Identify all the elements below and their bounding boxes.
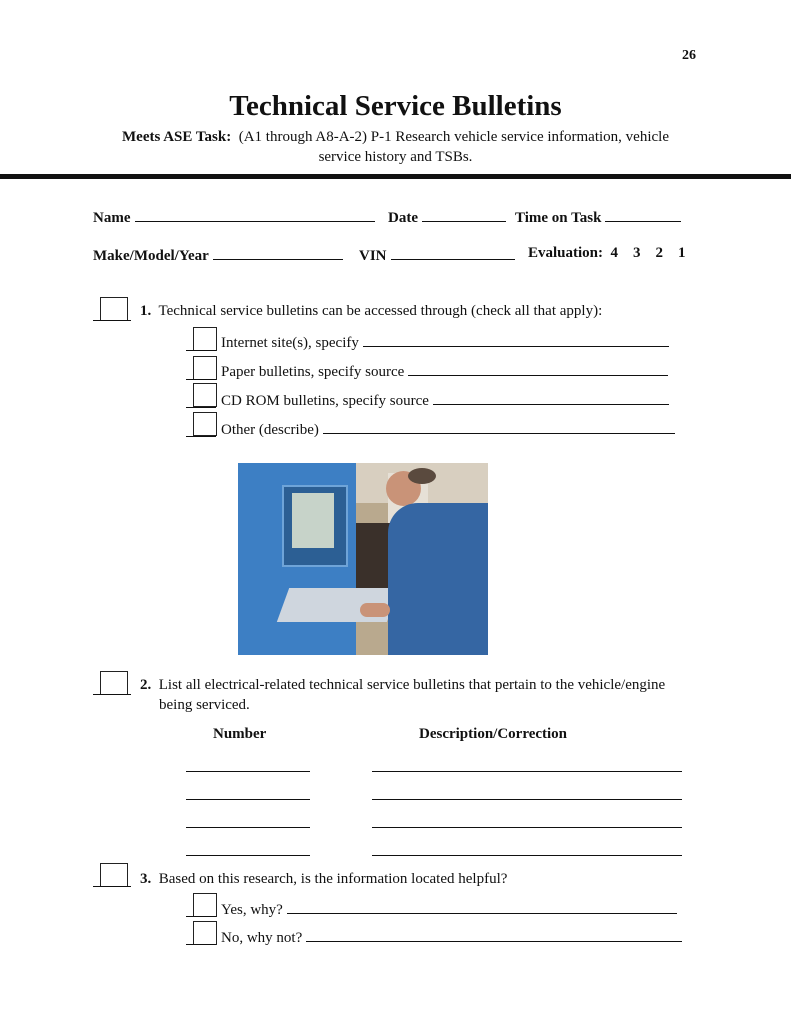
subtitle-line2: service history and TSBs. bbox=[318, 149, 473, 165]
technician-computer-photo bbox=[238, 463, 488, 655]
divider bbox=[0, 174, 791, 179]
tsb-number-line[interactable] bbox=[186, 827, 310, 828]
page-number: 26 bbox=[682, 48, 696, 63]
q3-number: 3. bbox=[140, 871, 152, 887]
checkbox-underline bbox=[186, 407, 216, 408]
checkbox-underline bbox=[93, 694, 131, 695]
option-label: No, why not? bbox=[221, 930, 303, 946]
q3-checkbox[interactable] bbox=[100, 863, 128, 887]
technician bbox=[388, 503, 488, 655]
q2-question bbox=[140, 677, 665, 694]
make-model-year-label: Make/Model/Year bbox=[93, 248, 209, 264]
vin-label: VIN bbox=[359, 248, 387, 264]
option-label: Paper bulletins, specify source bbox=[221, 364, 405, 380]
q2-number: 2. bbox=[140, 677, 152, 693]
q1-checkbox[interactable] bbox=[100, 297, 128, 321]
q3-option-yes[interactable] bbox=[221, 899, 677, 919]
tsb-number-line[interactable] bbox=[186, 771, 310, 772]
q1-option-other[interactable] bbox=[221, 419, 675, 439]
tsb-description-line[interactable] bbox=[372, 799, 682, 800]
ase-task-label: Meets ASE Task: bbox=[122, 129, 232, 145]
subtitle-line1 bbox=[0, 129, 791, 146]
q2-text-line2: being serviced. bbox=[159, 697, 250, 713]
checkbox-underline bbox=[186, 944, 216, 945]
time-on-task-label: Time on Task bbox=[515, 210, 602, 226]
q3-question bbox=[140, 871, 507, 888]
checkbox-underline bbox=[186, 916, 216, 917]
name-label: Name bbox=[93, 210, 131, 226]
option-label: Other (describe) bbox=[221, 422, 319, 438]
date-field[interactable] bbox=[388, 207, 506, 227]
option-label: Internet site(s), specify bbox=[221, 335, 359, 351]
option-label: Yes, why? bbox=[221, 902, 283, 918]
tsb-description-line[interactable] bbox=[372, 855, 682, 856]
time-on-task-field[interactable] bbox=[515, 207, 681, 227]
checkbox-underline bbox=[186, 379, 216, 380]
q3-no-checkbox[interactable] bbox=[193, 921, 217, 945]
q2-checkbox[interactable] bbox=[100, 671, 128, 695]
q1-option-paper-checkbox[interactable] bbox=[193, 356, 217, 380]
vin-field[interactable] bbox=[359, 245, 515, 265]
description-column-header: Description/Correction bbox=[419, 726, 568, 742]
q1-option-paper[interactable] bbox=[221, 361, 668, 381]
tsb-number-line[interactable] bbox=[186, 799, 310, 800]
q1-question bbox=[140, 303, 602, 320]
checkbox-underline bbox=[93, 886, 131, 887]
evaluation bbox=[528, 245, 686, 262]
tsb-number-line[interactable] bbox=[186, 855, 310, 856]
tsb-description-line[interactable] bbox=[372, 827, 682, 828]
checkbox-underline bbox=[186, 436, 216, 437]
evaluation-scores[interactable]: 4 3 2 1 bbox=[610, 245, 686, 261]
date-label: Date bbox=[388, 210, 418, 226]
q1-number: 1. bbox=[140, 303, 152, 319]
option-label: CD ROM bulletins, specify source bbox=[221, 393, 429, 409]
evaluation-label: Evaluation: bbox=[528, 245, 604, 261]
q1-option-internet-checkbox[interactable] bbox=[193, 327, 217, 351]
make-model-year-field[interactable] bbox=[93, 245, 343, 265]
q1-text: Technical service bulletins can be accessed through (check all that apply): bbox=[158, 303, 603, 319]
q3-yes-checkbox[interactable] bbox=[193, 893, 217, 917]
q3-text: Based on this research, is the information located helpful? bbox=[158, 871, 508, 887]
name-field[interactable] bbox=[93, 207, 375, 227]
q3-option-no[interactable] bbox=[221, 927, 682, 947]
q1-option-internet[interactable] bbox=[221, 332, 669, 352]
checkbox-underline bbox=[186, 350, 216, 351]
q1-underline bbox=[93, 320, 131, 321]
q1-option-cdrom[interactable] bbox=[221, 390, 669, 410]
page-title: Technical Service Bulletins bbox=[229, 90, 562, 122]
q1-option-other-checkbox[interactable] bbox=[193, 412, 217, 436]
q2-text: List all electrical-related technical service bulletins that pertain to the vehicle/engine bbox=[158, 677, 666, 693]
tsb-description-line[interactable] bbox=[372, 771, 682, 772]
q1-option-cdrom-checkbox[interactable] bbox=[193, 383, 217, 407]
ase-task-text: (A1 through A8-A-2) P-1 Research vehicle service information, vehicle bbox=[238, 129, 669, 145]
number-column-header: Number bbox=[213, 726, 267, 742]
